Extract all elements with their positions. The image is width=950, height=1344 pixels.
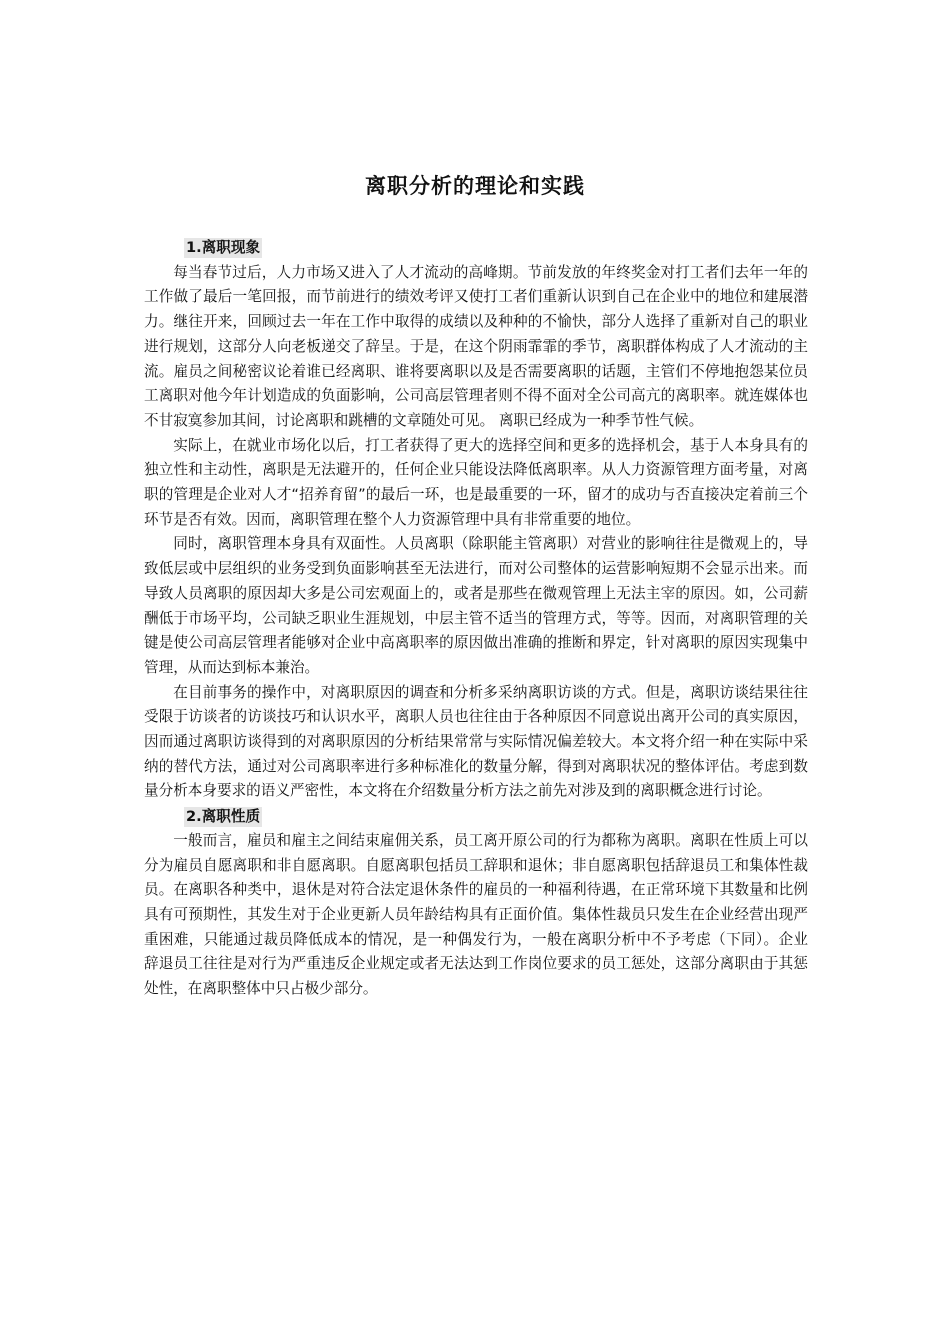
- document-body: [144, 236, 808, 1002]
- paragraph: 同时，离职管理本身具有双面性。人员离职（除职能主管离职）对营业的影响往往是微观上的，导致低层或中层组织的业务受到负面影响甚至无法进行，而对公司整体的运营影响短期不会显示出来。而导致人员离职的原因却大多是公司宏观面上的，或者是那些在微观管理上无法主宰的原因。如，公司薪酬低于市场平均，公司缺乏职业生涯规划，中层主管不适当的管理方式，等等。因而，对离职管理的关键是使公司高层管理者能够对企业中高离职率的原因做出准确的推断和界定，针对离职的原因实现集中管理，从而达到标本兼治。: [144, 535, 808, 676]
- section-heading: 1.离职现象: [186, 239, 261, 257]
- paragraph: 实际上，在就业市场化以后，打工者获得了更大的选择空间和更多的选择机会，基于人本身具有的独立性和主动性，离职是无法避开的，任何企业只能设法降低离职率。从人力资源管理方面考量，对离职的管理是企业对人才“招养育留”的最后一环，也是最重要的一环，留才的成功与否直接决定着前三个环节是否有效。因而，离职管理在整个人力资源管理中具有非常重要的地位。: [144, 436, 808, 528]
- section-2: [144, 804, 808, 829]
- section-heading: 2.离职性质: [186, 807, 261, 825]
- section-1: [144, 236, 808, 261]
- document-title: 离职分析的理论和实践: [365, 174, 585, 198]
- paragraph: 一般而言，雇员和雇主之间结束雇佣关系，员工离开原公司的行为都称为离职。离职在性质上可以分为雇员自愿离职和非自愿离职。自愿离职包括员工辞职和退休；非自愿离职包括辞退员工和集体性裁员。在离职各种类中，退休是对符合法定退休条件的雇员的一种福利待遇，在正常环境下其数量和比例具有可预期性，其发生对于企业更新人员年龄结构具有正面价值。集体性裁员只发生在企业经营出现严重困难，只能通过裁员降低成本的情况，是一种偶发行为，一般在离职分析中不予考虑（下同）。企业辞退员工往往是对行为严重违反企业规定或者无法达到工作岗位要求的员工惩处，这部分离职由于其惩处性，在离职整体中只占极少部分。: [144, 831, 808, 998]
- paragraph: 在目前事务的操作中，对离职原因的调查和分析多采纳离职访谈的方式。但是，离职访谈结果往往受限于访谈者的访谈技巧和认识水平，离职人员也往往由于各种原因不同意说出离开公司的真实原因，因而通过离职访谈得到的对离职原因的分析结果常常与实际情况偏差较大。本文将介绍一种在实际中采纳的替代方法，通过对公司离职率进行多种标准化的数量分解，得到对离职状况的整体评估。考虑到数量分析本身要求的语义严密性，本文将在介绍数量分析方法之前先对涉及到的离职概念进行讨论。: [144, 683, 808, 800]
- paragraph: 每当春节过后，人力市场又进入了人才流动的高峰期。节前发放的年终奖金对打工者们去年一年的工作做了最后一笔回报，而节前进行的绩效考评又使打工者们重新认识到自己在企业中的地位和建展潜力。继往开来，回顾过去一年在工作中取得的成绩以及种种的不愉快，部分人选择了重新对自己的职业进行规划，这部分人向老板递交了辞呈。于是，在这个阴雨霏霏的季节，离职群体构成了人才流动的主流。雇员之间秘密议论着谁已经离职、谁将要离职以及是否需要离职的话题，主管们不停地抱怨某位员工离职对他今年计划造成的负面影响，公司高层管理者则不得不面对全公司高亢的离职率。就连媒体也不甘寂寞参加其间，讨论离职和跳槽的文章随处可见。 离职已经成为一种季节性气候。: [144, 263, 808, 429]
